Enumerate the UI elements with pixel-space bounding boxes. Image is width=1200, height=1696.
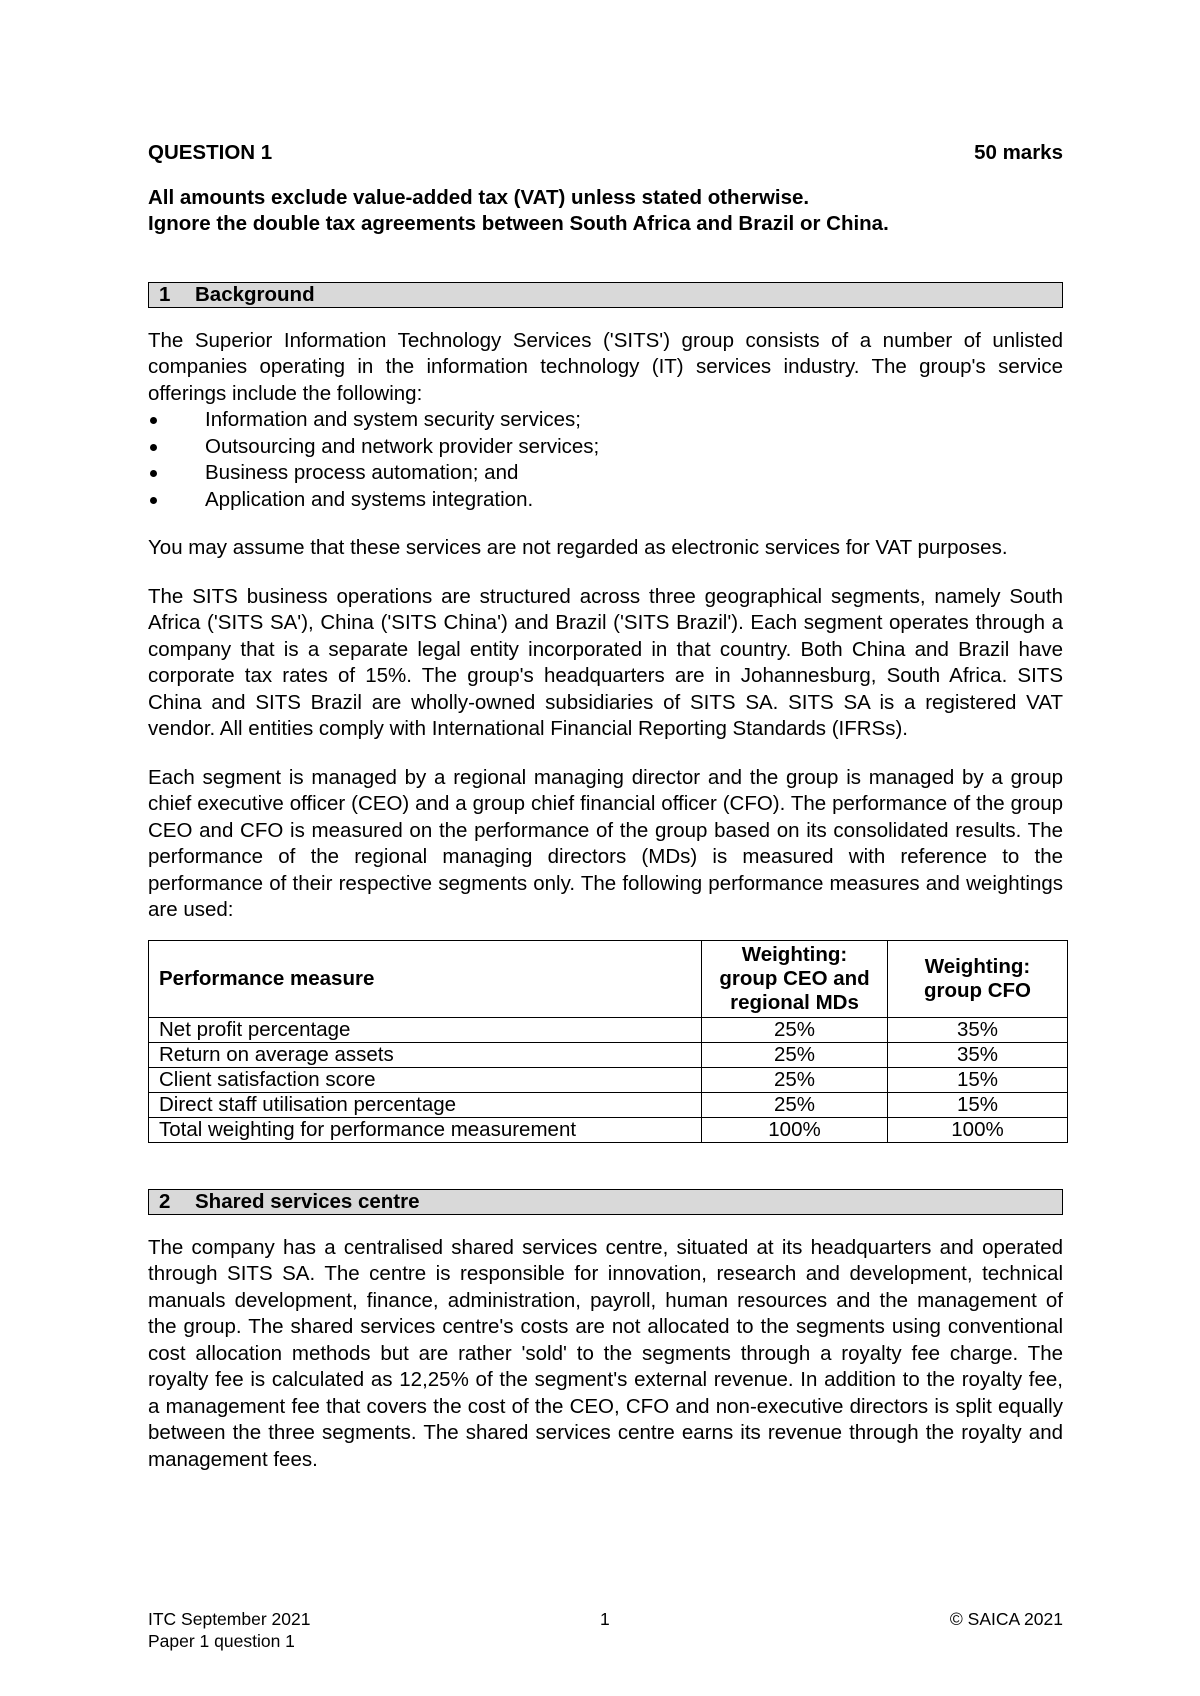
footer-exam-date: ITC September 2021 [148,1609,311,1629]
table-cell: Net profit percentage [149,1017,702,1042]
footer-copyright: © SAICA 2021 [949,1609,1063,1629]
table-cell: 15% [888,1067,1068,1092]
table-row [149,1092,1068,1117]
table-cell: Client satisfaction score [149,1067,702,1092]
table-cell: Total weighting for performance measurement [149,1117,702,1142]
table-header: Weighting: group CFO [888,940,1068,1017]
instruction-dta: Ignore the double tax agreements between South Africa and Brazil or China. [148,212,889,235]
table-row [149,1067,1068,1092]
table-row [149,1042,1068,1067]
table-cell: 25% [702,1017,888,1042]
page-number: 1 [600,1609,610,1629]
question-marks: 50 marks [974,141,1063,164]
table-cell: 100% [888,1117,1068,1142]
performance-table [148,940,1068,1143]
table-cell: 25% [702,1042,888,1067]
table-cell: 25% [702,1092,888,1117]
table-header-row [149,940,1068,1017]
section-number: 2 [159,1189,171,1213]
page-content [148,140,1063,1473]
section-title: Background [195,282,315,306]
question-title: QUESTION 1 [148,141,273,164]
operations-paragraph: The SITS business operations are structured across three geographical segments, namely South Africa ('SITS SA'), China ('SITS China') and Brazil ('SITS Brazil'). Each segment operates through a company that is a separate legal entity incorporated in that country. Both China and Brazil have corporate tax rates of 15%. The group's headquarters are in Johannesburg, South Africa. SITS China and SITS Brazil are wholly-owned subsidiaries of SITS SA. SITS SA is a registered VAT vendor. All entities comply with International Financial Reporting Standards (IFRSs). [148,584,1063,740]
table-cell: 35% [888,1042,1068,1067]
table-header: Weighting: group CEO and regional MDs [702,940,888,1017]
table-header: Performance measure [149,940,702,1017]
table-cell: 35% [888,1017,1068,1042]
service-offerings-list [148,407,1063,513]
list-item: Business process automation; and [148,460,1063,487]
footer-row [148,1608,1063,1630]
table-cell: 25% [702,1067,888,1092]
table-cell: Direct staff utilisation percentage [149,1092,702,1117]
background-intro: The Superior Information Technology Services ('SITS') group consists of a number of unlisted companies operating in the information technology (IT) services industry. The group's service offerings include the following: [148,328,1063,405]
instructions [148,185,1063,238]
section-heading-shared-services [148,1189,1063,1215]
page-footer [148,1608,1063,1652]
list-item: Outsourcing and network provider services; [148,434,1063,461]
vat-services-paragraph: You may assume that these services are not regarded as electronic services for VAT purposes. [148,536,1008,559]
shared-services-paragraph: The company has a centralised shared services centre, situated at its headquarters and operated through SITS SA. The centre is responsible for innovation, research and development, technical manuals development, finance, administration, payroll, human resources and the management of the group. The shared services centre's costs are not allocated to the segments using conventional cost allocation methods but are rather 'sold' to the segments through a royalty fee charge. The royalty fee is calculated as 12,25% of the segment's external revenue. In addition to the royalty fee, a management fee that covers the cost of the CEO, CFO and non-executive directors is split equally between the three segments. The shared services centre earns its revenue through the royalty and management fees. [148,1235,1063,1471]
question-header [148,140,1063,167]
footer-paper-label: Paper 1 question 1 [148,1631,295,1651]
list-item: Information and system security services; [148,407,1063,434]
section-number: 1 [159,282,171,306]
management-paragraph: Each segment is managed by a regional managing director and the group is managed by a group chief executive officer (CEO) and a group chief financial officer (CFO). The performance of the group CEO and CFO is measured on the performance of the group based on its consolidated results. The performance of the regional managing directors (MDs) is measured with reference to the performance of their respective segments only. The following performance measures and weightings are used: [148,765,1063,921]
section-title: Shared services centre [195,1189,420,1213]
table-cell: Return on average assets [149,1042,702,1067]
section-heading-background [148,282,1063,308]
table-row [149,1117,1068,1142]
table-row [149,1017,1068,1042]
list-item: Application and systems integration. [148,487,1063,514]
table-cell: 100% [702,1117,888,1142]
instruction-vat: All amounts exclude value-added tax (VAT) unless stated otherwise. [148,185,810,209]
table-cell: 15% [888,1092,1068,1117]
